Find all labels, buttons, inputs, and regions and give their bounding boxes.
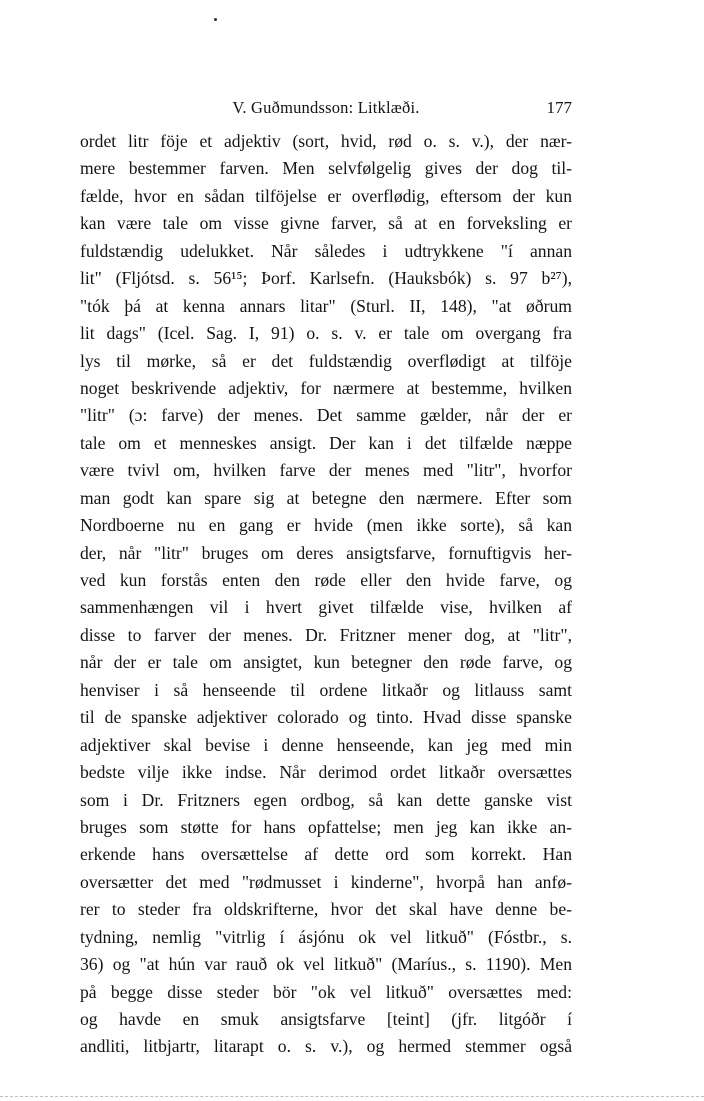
page-header: [80, 98, 572, 122]
text-line: lys til mørke, så er det fuldstændig overflødigt at tilföje: [80, 350, 572, 371]
text-line: lit" (Fljótsd. s. 56¹⁵; Þorf. Karlsefn. (Hauksbók) s. 97 b²⁷),: [80, 268, 572, 289]
text-line: der, når "litr" bruges om deres ansigtsfarve, fornuftigvis her-: [80, 542, 572, 563]
text-line: sammenhængen vil i hvert givet tilfælde vise, hvilken af: [80, 597, 572, 618]
text-line: "litr" (ɔ: farve) der menes. Det samme gælder, når der er: [80, 405, 572, 426]
text-line: tale om et menneskes ansigt. Der kan i det tilfælde næppe: [80, 432, 572, 453]
text-line: oversætter det med "rødmusset i kinderne", hvorpå han anfø-: [80, 871, 572, 892]
text-line: ordet litr föje et adjektiv (sort, hvid, rød o. s. v.), der nær-: [80, 131, 572, 151]
text-line: som i Dr. Fritzners egen ordbog, så kan dette ganske vist: [80, 789, 572, 810]
text-line: fælde, hvor en sådan tilföjelse er overflødig, eftersom der kun: [80, 185, 572, 206]
text-line: lit dags" (Icel. Sag. I, 91) o. s. v. er tale om overgang fra: [80, 323, 572, 344]
text-line: Nordboerne nu en gang er hvide (men ikke sorte), så kan: [80, 515, 572, 536]
text-line: noget beskrivende adjektiv, for nærmere at bestemme, hvilken: [80, 377, 572, 398]
text-line: når der er tale om ansigtet, kun betegner den røde farve, og: [80, 652, 572, 673]
text-line: disse to farver der menes. Dr. Fritzner mener dog, at "litr",: [80, 624, 572, 645]
scan-edge: [0, 1096, 704, 1101]
text-line: andliti, litbjartr, litarapt o. s. v.), og hermed stemmer også: [80, 1036, 572, 1057]
text-line: til de spanske adjektiver colorado og tinto. Hvad disse spanske: [80, 707, 572, 728]
text-line: 36) og "at hún var rauð ok vel litkuð" (Maríus., s. 1190). Men: [80, 954, 572, 975]
text-line: bedste vilje ikke indse. Når derimod ordet litkaðr oversættes: [80, 762, 572, 783]
ink-dot: [214, 18, 217, 21]
text-line: "tók þá at kenna annars litar" (Sturl. II, 148), "at øðrum: [80, 295, 572, 316]
text-line: rer to steder fra oldskrifterne, hvor det skal have denne be-: [80, 899, 572, 920]
text-line: på begge disse steder bör "ok vel litkuð" oversættes med:: [80, 981, 572, 1002]
text-line: kan være tale om visse givne farver, så at en forveksling er: [80, 213, 572, 234]
text-line: henviser i så henseende til ordene litkaðr og litlauss samt: [80, 679, 572, 700]
running-title: V. Guðmundsson: Litklæði.: [232, 98, 420, 117]
page-number: 177: [546, 98, 572, 117]
text-line: adjektiver skal bevise i denne henseende, kan jeg med min: [80, 734, 572, 755]
text-line: fuldstændig udelukket. Når således i udtrykkene "í annan: [80, 240, 572, 261]
text-line: erkende hans oversættelse af dette ord som korrekt. Han: [80, 844, 572, 865]
body-text: [80, 128, 572, 1061]
text-line: ved kun forstås enten den røde eller den hvide farve, og: [80, 570, 572, 590]
text-line: bruges som støtte for hans opfattelse; men jeg kan ikke an-: [80, 816, 572, 837]
text-line: tydning, nemlig "vitrlig í ásjónu ok vel litkuð" (Fóstbr., s.: [80, 926, 572, 947]
text-line: være tvivl om, hvilken farve der menes med "litr", hvorfor: [80, 460, 572, 481]
text-line: man godt kan spare sig at betegne den nærmere. Efter som: [80, 487, 572, 508]
text-line: og havde en smuk ansigtsfarve [teint] (jfr. litgóðr í: [80, 1009, 572, 1029]
text-line: mere bestemmer farven. Men selvfølgelig gives der dog til-: [80, 158, 572, 179]
